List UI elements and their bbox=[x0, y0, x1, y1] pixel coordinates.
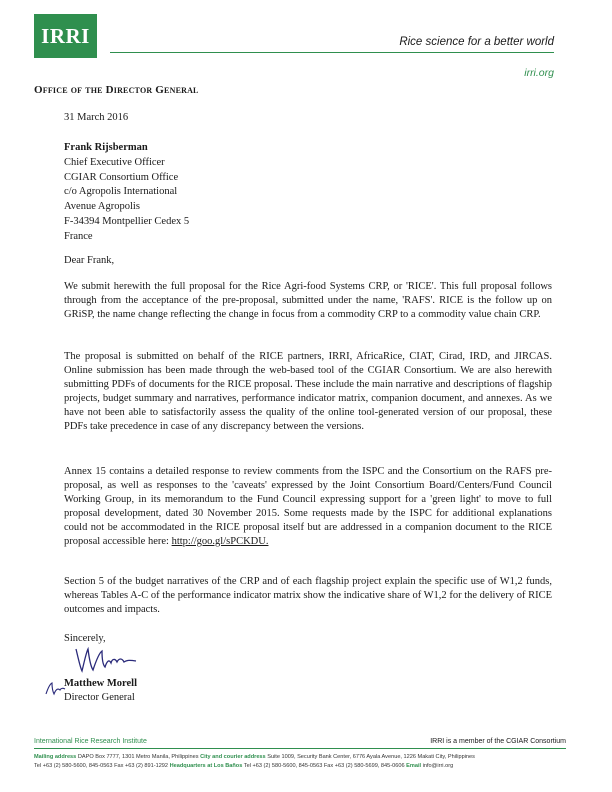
paragraph-4: Section 5 of the budget narratives of the CRP and of each flagship project explain the specific use of W1,2 funds, whereas Tables A-C of the performance indicator matrix show the indicative share of W1,2 for the delivery of RICE outcomes and impacts. bbox=[64, 576, 552, 615]
footer-hq-phone: Tel +63 (2) 580-5600, 845-0563 Fax +63 (2) 580-5699, 845-0606 bbox=[243, 763, 405, 769]
footer-phone: Tel +63 (2) 580-5600, 845-0563 Fax +63 (2) 891-1292 bbox=[34, 763, 169, 769]
irri-logo: IRRI bbox=[34, 14, 97, 58]
website-link[interactable]: irri.org bbox=[524, 67, 554, 79]
recipient-country: France bbox=[64, 230, 93, 242]
letter-date: 31 March 2016 bbox=[64, 112, 129, 123]
closing: Sincerely, bbox=[64, 633, 106, 644]
recipient-name: Frank Rijsberman bbox=[64, 142, 148, 153]
footer-hq-label: Headquarters at Los Baños bbox=[169, 763, 243, 769]
footer-address-line-1 bbox=[34, 754, 574, 760]
recipient-city: F-34394 Montpellier Cedex 5 bbox=[64, 215, 190, 227]
salutation: Dear Frank, bbox=[64, 255, 115, 266]
paragraph-3-text: Annex 15 contains a detailed response to review comments from the ISPC and the Consortium on the RAFS pre-proposal, as well as responses to the 'caveats' expressed by the Joint Consortium Board/Centers/Fund Council Working Group, in its memorandum to the Fund Council expressing support for a 'green light' to move to full proposal development, dated 30 November 2015. Some requests made by the ISPC for additional explanations could not be accommodated in the RICE proposal itself but are addressed in a companion document to the RICE proposal accessible here: bbox=[64, 466, 552, 547]
recipient-org: CGIAR Consortium Office bbox=[64, 171, 179, 183]
footer-mailing-address: DAPO Box 7777, 1301 Metro Manila, Philippines bbox=[77, 754, 199, 760]
paragraph-2: The proposal is submitted on behalf of the RICE partners, IRRI, AfricaRice, CIAT, Cirad, IRD, and JIRCAS. Online submission has been made through the web-based tool of the CGIAR Consortium. We are also herewith submitting PDFs of documents for the RICE proposal. These include the main narrative and descriptions of flagship projects, budget summary and narratives, performance indicator matrix, companion document, and annexes. As we have not been able to satisfactorily assess the quality of the online tool-generated version of our proposal, these PDFs take precedence in case of any discrepancy between the versions. bbox=[64, 351, 552, 432]
signer-title: Director General bbox=[64, 692, 135, 703]
footer-member-note: IRRI is a member of the CGIAR Consortium bbox=[430, 738, 566, 745]
footer-email[interactable]: info@irri.org bbox=[422, 763, 454, 769]
tagline: Rice science for a better world bbox=[399, 36, 554, 48]
recipient-street: Avenue Agropolis bbox=[64, 201, 140, 213]
paragraph-1: We submit herewith the full proposal for the Rice Agri-food Systems CRP, or 'RICE'. This full proposal follows through from the acceptance of the pre-proposal, submitted under the name, 'RAFS'. RICE is the follow up on GRiSP, the name change reflecting the change in focus from a commodity CRP to a commodity value chain CRP. bbox=[64, 281, 552, 320]
footer-courier-label: City and courier address bbox=[200, 754, 266, 760]
footer-email-label: Email bbox=[406, 763, 422, 769]
recipient-care-of: c/o Agropolis International bbox=[64, 186, 178, 198]
footer-address-line-2 bbox=[34, 763, 574, 769]
paragraph-3 bbox=[64, 465, 552, 549]
signer-block bbox=[64, 677, 137, 705]
footer-mailing-label: Mailing address bbox=[34, 754, 77, 760]
office-heading: Office of the Director General bbox=[34, 84, 199, 96]
header-divider bbox=[110, 52, 554, 53]
recipient-address bbox=[64, 141, 552, 245]
initials-mark bbox=[44, 680, 66, 698]
companion-document-link[interactable]: http://goo.gl/sPCKDU. bbox=[171, 536, 269, 547]
footer-divider bbox=[34, 748, 566, 749]
footer-institute: International Rice Research Institute bbox=[34, 738, 147, 745]
signer-name: Matthew Morell bbox=[64, 678, 137, 689]
footer-courier-address: Suite 1009, Security Bank Center, 6776 Ayala Avenue, 1226 Makati City, Philippines bbox=[267, 754, 475, 760]
signature-image bbox=[72, 643, 142, 677]
recipient-title: Chief Executive Officer bbox=[64, 156, 165, 168]
